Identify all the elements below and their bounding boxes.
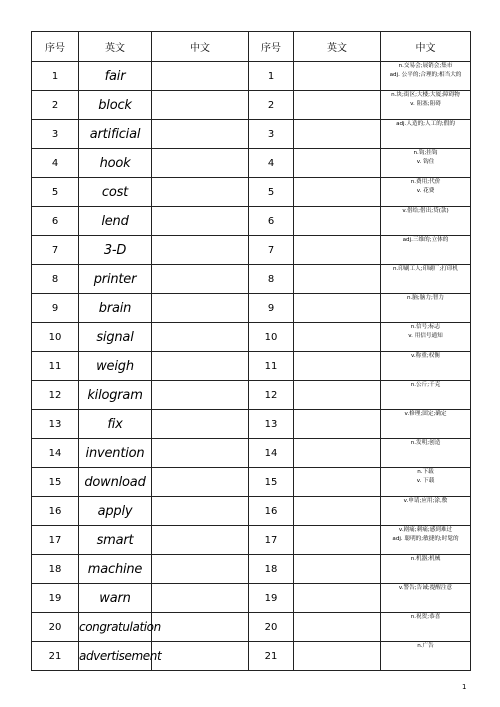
english-word: smart (79, 526, 152, 555)
chinese-blank-cell (152, 410, 249, 439)
header-chinese-right: 中文 (381, 32, 471, 62)
row-index-left: 4 (32, 149, 79, 178)
definition-line: adj. 公平的;合理的;相当大的 (389, 72, 462, 78)
chinese-definition (381, 410, 471, 439)
row-index-right: 19 (249, 584, 294, 613)
english-word: machine (79, 555, 152, 584)
english-word: cost (79, 178, 152, 207)
english-blank-cell (294, 149, 381, 178)
definition-line: adj. 聪明的;敏捷的;时髦的 (392, 536, 459, 542)
chinese-blank-cell (152, 294, 249, 323)
chinese-blank-cell (152, 149, 249, 178)
row-index-right: 20 (249, 613, 294, 642)
row-index-right: 8 (249, 265, 294, 294)
row-index-left: 16 (32, 497, 79, 526)
chinese-definition (381, 178, 471, 207)
chinese-blank-cell (152, 352, 249, 381)
table-row (32, 265, 471, 294)
row-index-right: 15 (249, 468, 294, 497)
chinese-blank-cell (152, 439, 249, 468)
chinese-definition (381, 555, 471, 584)
english-blank-cell (294, 352, 381, 381)
page-number: 1 (462, 683, 467, 691)
row-index-right: 9 (249, 294, 294, 323)
chinese-blank-cell (152, 613, 249, 642)
english-blank-cell (294, 410, 381, 439)
header-chinese-left: 中文 (152, 32, 249, 62)
english-word: fix (79, 410, 152, 439)
english-blank-cell (294, 613, 381, 642)
chinese-blank-cell (152, 207, 249, 236)
row-index-right: 10 (249, 323, 294, 352)
chinese-definition (381, 294, 471, 323)
row-index-right: 12 (249, 381, 294, 410)
chinese-definition (381, 91, 471, 120)
table-row (32, 62, 471, 91)
english-word: fair (79, 62, 152, 91)
row-index-left: 6 (32, 207, 79, 236)
chinese-definition (381, 613, 471, 642)
english-word: weigh (79, 352, 152, 381)
english-blank-cell (294, 178, 381, 207)
definition-line: n.钩;挂钩 (413, 150, 438, 156)
english-blank-cell (294, 323, 381, 352)
table-row (32, 381, 471, 410)
chinese-blank-cell (152, 381, 249, 410)
english-word: apply (79, 497, 152, 526)
chinese-blank-cell (152, 584, 249, 613)
row-index-right: 16 (249, 497, 294, 526)
definition-line: v.称重;权衡 (411, 353, 440, 359)
english-word: signal (79, 323, 152, 352)
chinese-blank-cell (152, 497, 249, 526)
row-index-right: 18 (249, 555, 294, 584)
table-row (32, 642, 471, 671)
table-row (32, 236, 471, 265)
english-word: printer (79, 265, 152, 294)
table-row (32, 352, 471, 381)
english-blank-cell (294, 439, 381, 468)
definition-line: n.信号;标志 (410, 324, 441, 330)
chinese-blank-cell (152, 178, 249, 207)
chinese-blank-cell (152, 62, 249, 91)
chinese-definition (381, 323, 471, 352)
row-index-right: 17 (249, 526, 294, 555)
row-index-left: 7 (32, 236, 79, 265)
row-index-left: 18 (32, 555, 79, 584)
table-row (32, 120, 471, 149)
table-row (32, 613, 471, 642)
english-blank-cell (294, 642, 381, 671)
row-index-left: 5 (32, 178, 79, 207)
table-row (32, 91, 471, 120)
row-index-left: 19 (32, 584, 79, 613)
row-index-left: 10 (32, 323, 79, 352)
definition-line: n.交易会;展销会;集市 (398, 63, 453, 69)
row-index-left: 3 (32, 120, 79, 149)
row-index-left: 15 (32, 468, 79, 497)
table-header-row (32, 32, 471, 62)
row-index-right: 6 (249, 207, 294, 236)
definition-line: v. 下载 (416, 478, 435, 484)
chinese-blank-cell (152, 265, 249, 294)
row-index-right: 11 (249, 352, 294, 381)
chinese-definition (381, 526, 471, 555)
english-blank-cell (294, 526, 381, 555)
row-index-right: 5 (249, 178, 294, 207)
chinese-definition (381, 236, 471, 265)
row-index-left: 9 (32, 294, 79, 323)
chinese-definition (381, 120, 471, 149)
chinese-definition (381, 584, 471, 613)
chinese-blank-cell (152, 323, 249, 352)
english-word: download (79, 468, 152, 497)
english-word: kilogram (79, 381, 152, 410)
definition-line: n.块;街区;大楼;大厦;障碍物 (391, 92, 460, 98)
english-blank-cell (294, 207, 381, 236)
english-word: warn (79, 584, 152, 613)
english-word: 3-D (79, 236, 152, 265)
definition-line: v.警告;告诫;提醒注意 (398, 585, 453, 591)
table-row (32, 323, 471, 352)
row-index-right: 7 (249, 236, 294, 265)
english-blank-cell (294, 236, 381, 265)
chinese-blank-cell (152, 526, 249, 555)
english-blank-cell (294, 265, 381, 294)
chinese-definition (381, 497, 471, 526)
row-index-left: 1 (32, 62, 79, 91)
row-index-left: 21 (32, 642, 79, 671)
table-row (32, 468, 471, 497)
definition-line: n.费用;代价 (410, 179, 441, 185)
chinese-blank-cell (152, 236, 249, 265)
row-index-right: 4 (249, 149, 294, 178)
definition-line: v.修理;固定;确定 (404, 411, 447, 417)
table-row (32, 497, 471, 526)
row-index-left: 14 (32, 439, 79, 468)
definition-line: v. 钩住 (416, 159, 435, 165)
chinese-definition (381, 265, 471, 294)
table-row (32, 439, 471, 468)
table-row (32, 294, 471, 323)
table-row (32, 149, 471, 178)
english-blank-cell (294, 381, 381, 410)
chinese-blank-cell (152, 91, 249, 120)
chinese-blank-cell (152, 468, 249, 497)
english-blank-cell (294, 120, 381, 149)
header-english-right: 英文 (294, 32, 381, 62)
definition-line: v. 花费 (416, 188, 435, 194)
table-row (32, 410, 471, 439)
english-word: artificial (79, 120, 152, 149)
table-row (32, 555, 471, 584)
table-row (32, 207, 471, 236)
definition-line: adj.三维的;立体的 (402, 237, 449, 243)
row-index-right: 3 (249, 120, 294, 149)
english-word: brain (79, 294, 152, 323)
english-blank-cell (294, 497, 381, 526)
definition-line: n.脑;脑力;智力 (406, 295, 445, 301)
row-index-left: 2 (32, 91, 79, 120)
chinese-definition (381, 642, 471, 671)
row-index-left: 12 (32, 381, 79, 410)
chinese-definition (381, 439, 471, 468)
definition-line: n.公斤;千克 (410, 382, 441, 388)
row-index-right: 2 (249, 91, 294, 120)
english-word: invention (79, 439, 152, 468)
chinese-definition (381, 468, 471, 497)
chinese-definition (381, 149, 471, 178)
english-word: block (79, 91, 152, 120)
vocab-table (31, 31, 471, 671)
definition-line: n.发明;创造 (410, 440, 441, 446)
english-word: hook (79, 149, 152, 178)
row-index-right: 13 (249, 410, 294, 439)
table-row (32, 178, 471, 207)
row-index-left: 17 (32, 526, 79, 555)
definition-line: n.机器;机械 (410, 556, 441, 562)
table-row (32, 584, 471, 613)
chinese-definition (381, 381, 471, 410)
english-blank-cell (294, 91, 381, 120)
english-blank-cell (294, 62, 381, 91)
header-english-left: 英文 (79, 32, 152, 62)
definition-line: v. 阻塞;阻碍 (410, 101, 441, 107)
definition-line: n.广告 (417, 643, 434, 649)
definition-line: v.申请;应用;涂,敷 (403, 498, 448, 504)
definition-line: adj.人造的;人工的;假的 (396, 121, 455, 127)
header-index-right: 序号 (249, 32, 294, 62)
english-blank-cell (294, 555, 381, 584)
english-word: lend (79, 207, 152, 236)
row-index-left: 11 (32, 352, 79, 381)
table-row (32, 526, 471, 555)
row-index-right: 14 (249, 439, 294, 468)
english-word: congratulation (79, 613, 152, 642)
row-index-left: 8 (32, 265, 79, 294)
english-word: advertisement (79, 642, 152, 671)
chinese-blank-cell (152, 120, 249, 149)
english-blank-cell (294, 584, 381, 613)
definition-line: n.印刷工人;印刷厂;打印机 (392, 266, 459, 272)
table-body (32, 62, 471, 671)
header-index-left: 序号 (32, 32, 79, 62)
definition-line: n.祝贺;恭喜 (410, 614, 441, 620)
definition-line: v.借给;借出;贷(款) (402, 208, 449, 214)
chinese-blank-cell (152, 555, 249, 584)
definition-line: n.下载 (417, 469, 434, 475)
row-index-left: 20 (32, 613, 79, 642)
english-blank-cell (294, 468, 381, 497)
english-blank-cell (294, 294, 381, 323)
row-index-right: 21 (249, 642, 294, 671)
row-index-right: 1 (249, 62, 294, 91)
chinese-definition (381, 207, 471, 236)
row-index-left: 13 (32, 410, 79, 439)
chinese-blank-cell (152, 642, 249, 671)
definition-line: v. 用信号通知 (408, 333, 443, 339)
chinese-definition (381, 62, 471, 91)
chinese-definition (381, 352, 471, 381)
definition-line: v.剧痛;刺痛;感到难过 (398, 527, 453, 533)
